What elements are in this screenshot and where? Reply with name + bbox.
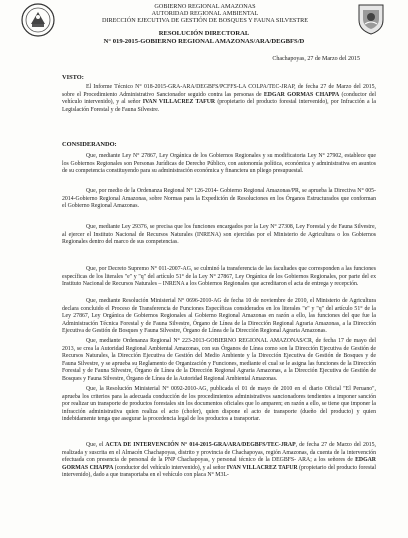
paragraph-considerando-5: Que, mediante Resolución Ministerial N° 0696-2010-AG de fecha 10 de noviembre de 2010, el Ministerio de Agricultura declara concluido el Proceso de Transferencia de Funciones Específicas considerados en los literales "e" y "q" del artículo 51° de la Ley 27867, Ley Orgánica de Gobiernos Regionales al Gobierno Regional Amazonas en razón a ello, las funciones del que fue la Administración Técnica Forestal y de Fauna Silvestre, Órgano de Línea de la Dirección Regional Agraria Amazonas, a la Dirección Ejecutiva de Gestión de Bosques y Fauna Silvestre, Órgano de Línea de la Dirección Regional Agraria Amazonas.	[62, 298, 376, 335]
resolution-title: RESOLUCIÓN DIRECTORAL	[158, 30, 250, 37]
paragraph-considerando-6: Que, mediante Ordenanza Regional N° 223-2013-GOBIERNO REGIONAL AMAZONAS/CR, de fecha 17 de mayo del 2013, se crea la Autoridad Regional Ambiental Amazonas, con sus Órganos de Línea como son la Dirección Ejecutiva de Gestión de Recursos Naturales, la Dirección Ejecutiva de Gestión del Medio Ambiente y la Dirección Ejecutiva de Gestión de Bosques y de Fauna Silvestre, y se aprueba su Reglamento de Organización y Funciones, mediante el cual se le asigna las funciones de la Dirección Forestal y de Fauna Silvestre, Órgano de Línea de la Dirección Regional Agraria Amazonas, a la Dirección Ejecutiva de Gestión de Bosques y Fauna Silvestre, Órgano de Línea de la Autoridad Regional Ambiental Amazonas.	[62, 338, 376, 382]
paragraph-visto: El Informe Técnico N° 018-2015-GRA-ARA/DEGBFS/PCFFS-LA COLPA/TEC-JRAP, de fecha 27 de Marzo del 2015, sobre el Procedimiento Administrativo Sancionador seguido contra las personas de EDGAR GORMAS CHAPPA (conductor del vehículo intervenido), y al señor IVAN VILLACREZ TAFUR (propietario del producto forestal intervenido), por Infracción a la Legislación Forestal y de Fauna Silvestre.	[62, 84, 377, 113]
paragraph-considerando-8: Que, el ACTA DE INTERVENCIÓN N° 014-2015-GRA/ARA/DEGBFS/TEC-JRAP, de fecha 27 de Marzo del 2015, realizada y suscrita en el Almacén Chachapoyas, distrito y provincia de Chachapoyas, región Amazonas, da cuenta de la intervención efectuada con presencia de personal de la PNP Chachapoyas, y personal técnico de la DEGBFS- ARA; a los señores de EDGAR GORMAS CHAPPA (conductor del vehículo intervenido), y al señor IVAN VILLACREZ TAFUR (propietario del producto forestal intervenido), dado a que transportaba en el vehículo con placa N° M3L-	[62, 442, 376, 479]
resolution-number: N° 019-2015-GOBIERNO REGIONAL AMAZONAS/ARA/DEGBFS/D	[103, 38, 305, 45]
paragraph-considerando-2: Que, por medio de la Ordenanza Regional N° 126-2014- Gobierno Regional Amazonas/PR, se aprueba la Directiva N° 005-2014-Gobierno Regional Amazonas, sobre Normas para la Expedición de Resoluciones en los Órganos Estructurados que conforman el Gobierno Regional Amazonas.	[62, 188, 376, 210]
header-direction: DIRECCIÓN EJECUTIVA DE GESTIÓN DE BOSQUES Y FAUNA SILVESTRE	[101, 17, 309, 24]
document-date: Chachapoyas, 27 de Marzo del 2015	[272, 56, 360, 62]
header-authority: AUTORIDAD REGIONAL AMBIENTAL	[151, 10, 259, 17]
section-visto: VISTO:	[62, 74, 84, 81]
paragraph-considerando-7: Que, la Resolución Ministerial N° 0092-2010-AG, publicada el 01 de mayo de 2010 en el diario Oficial "El Peruano", aprueba los criterios para la adecuada conducción de los procedimientos administrativos sancionadores tendientes a imponer sanción por realizar un transporte de productos forestales sin los documentos oficiales que lo amparen; en razón a ello, se tiene que imponer la infracción administrativa quien realiza el acto (chofer), quien dispone el acto de transporte (dueño del producto) y quien indebidamente tenga que asegurar la procedencia legal de los productos a transportar.	[62, 386, 376, 423]
paragraph-considerando-4: Que, por Decreto Supremo N° 011-2007-AG, se culminó la transferencia de las facultades que corresponden a las funciones específicas de los literales "e" y "q" del artículo 51° de la Ley N° 27867, Ley Orgánica de los Gobiernos Regionales, por parte del ex Instituto Nacional de Recursos Naturales – INRENA a los Gobiernos Regionales que acreditaron el acta de entrega y recepción.	[62, 266, 376, 288]
section-considerando: CONSIDERANDO:	[62, 141, 117, 148]
header-government: GOBIERNO REGIONAL AMAZONAS	[154, 3, 256, 10]
paragraph-considerando-1: Que, mediante Ley N° 27867, Ley Orgánica de los Gobiernos Regionales y su modificatoria Ley N° 27902, establece que los Gobiernos Regionales son Personas Jurídicas de Derecho Público, con autonomía política, económica y administrativa en asuntos de su competencia constituyendo para su administración económica y financiera un pliego presupuestal.	[62, 153, 376, 175]
paragraph-considerando-3: Que, mediante Ley 29376, se precisa que los funciones encargados por la Ley N° 27308, Ley Forestal y de Fauna Silvestre, al ejercer el Instituto Nacional de Recursos Naturales (INRENA) son ejercidas por el Ministerio de Agricultura o los Gobiernos Regionales dentro del marco de sus competencias.	[62, 224, 376, 246]
